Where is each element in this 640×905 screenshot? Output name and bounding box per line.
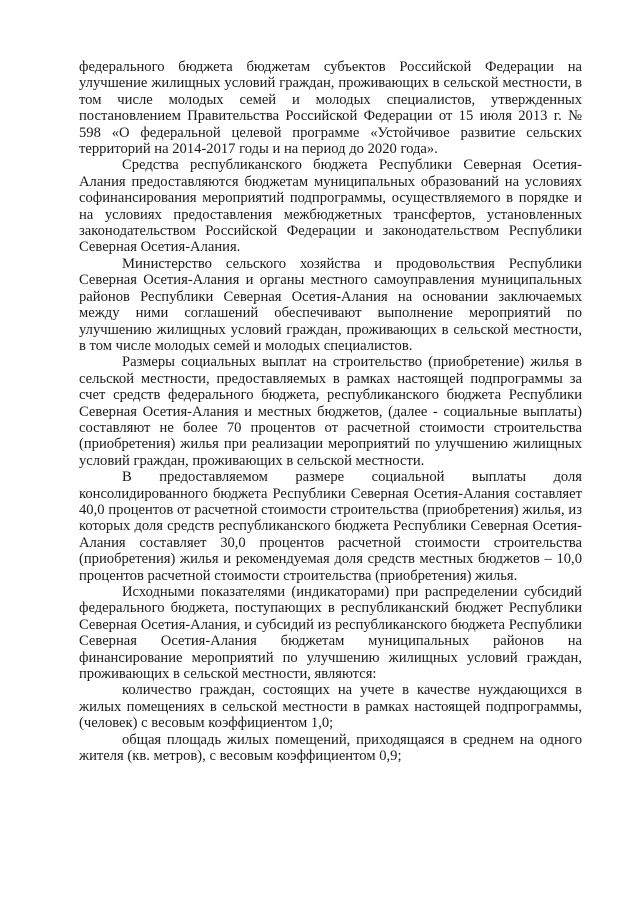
paragraph-republic-budget-funds: Средства республиканского бюджета Республики Северная Осетия-Алания предоставляются бюджетам муниципальных образований на условиях софинансирования мероприятий подпрограммы, осуществляемого в порядке и на условиях предоставления межбюджетных трансфертов, установленных законодательством Российской Федерации и законодательством Республики Северная Осетия-Алания. — [79, 157, 582, 256]
paragraph-living-area-indicator: общая площадь жилых помещений, приходящаяся в среднем на одного жителя (кв. метров), с весовым коэффициентом 0,9; — [79, 731, 582, 765]
paragraph-consolidated-budget-share: В предоставляемом размере социальной выплаты доля консолидированного бюджета Республики Северная Осетия-Алания составляет 40,0 процентов от расчетной стоимости строительства (приобретения) жилья, из которых доля средств республиканского бюджета Республики Северная Осетия-Алания составляет 30,0 процентов расчетной стоимости строительства (приобретения) жилья и рекомендуемая доля средств местных бюджетов – 10,0 процентов расчетной стоимости строительства (приобретения) жилья. — [79, 469, 582, 584]
paragraph-citizens-count-indicator: количество граждан, состоящих на учете в качестве нуждающихся в жилых помещениях в сельской местности в рамках настоящей подпрограммы, (человек) с весовым коэффициентом 1,0; — [79, 682, 582, 732]
paragraph-ministry-agreements: Министерство сельского хозяйства и продовольствия Республики Северная Осетия-Алания и органы местного самоуправления муниципальных районов Республики Северная Осетия-Алания на основании заключаемых между ними соглашений обеспечивают выполнение мероприятий по улучшению жилищных условий граждан, проживающих в сельской местности, в том числе молодых семей и молодых специалистов. — [79, 255, 582, 354]
paragraph-continuation: федерального бюджета бюджетам субъектов Российской Федерации на улучшение жилищных условий граждан, проживающих в сельской местности, в том числе молодых семей и молодых специалистов, утвержденных постановлением Правительства Российской Федерации от 15 июля 2013 г. № 598 «О федеральной целевой программе «Устойчивое развитие сельских территорий на 2014-2017 годы и на период до 2020 года». — [79, 59, 582, 158]
paragraph-social-payments-size: Размеры социальных выплат на строительство (приобретение) жилья в сельской местности, предоставляемых в рамках настоящей подпрограммы за счет средств федерального бюджета, республиканского бюджета Республики Северная Осетия-Алания и местных бюджетов, (далее - социальные выплаты) составляют не более 70 процентов от расчетной стоимости строительства (приобретения) жилья при реализации мероприятий по улучшению жилищных условий граждан, проживающих в сельской местности. — [79, 354, 582, 469]
paragraph-initial-indicators: Исходными показателями (индикаторами) при распределении субсидий федерального бюджета, поступающих в республиканский бюджет Республики Северная Осетия-Алания, и субсидий из республиканского бюджета Республики Северная Осетия-Алания бюджетам муниципальных районов на финансирование мероприятий по улучшению жилищных условий граждан, проживающих в сельской местности, являются: — [79, 584, 582, 683]
